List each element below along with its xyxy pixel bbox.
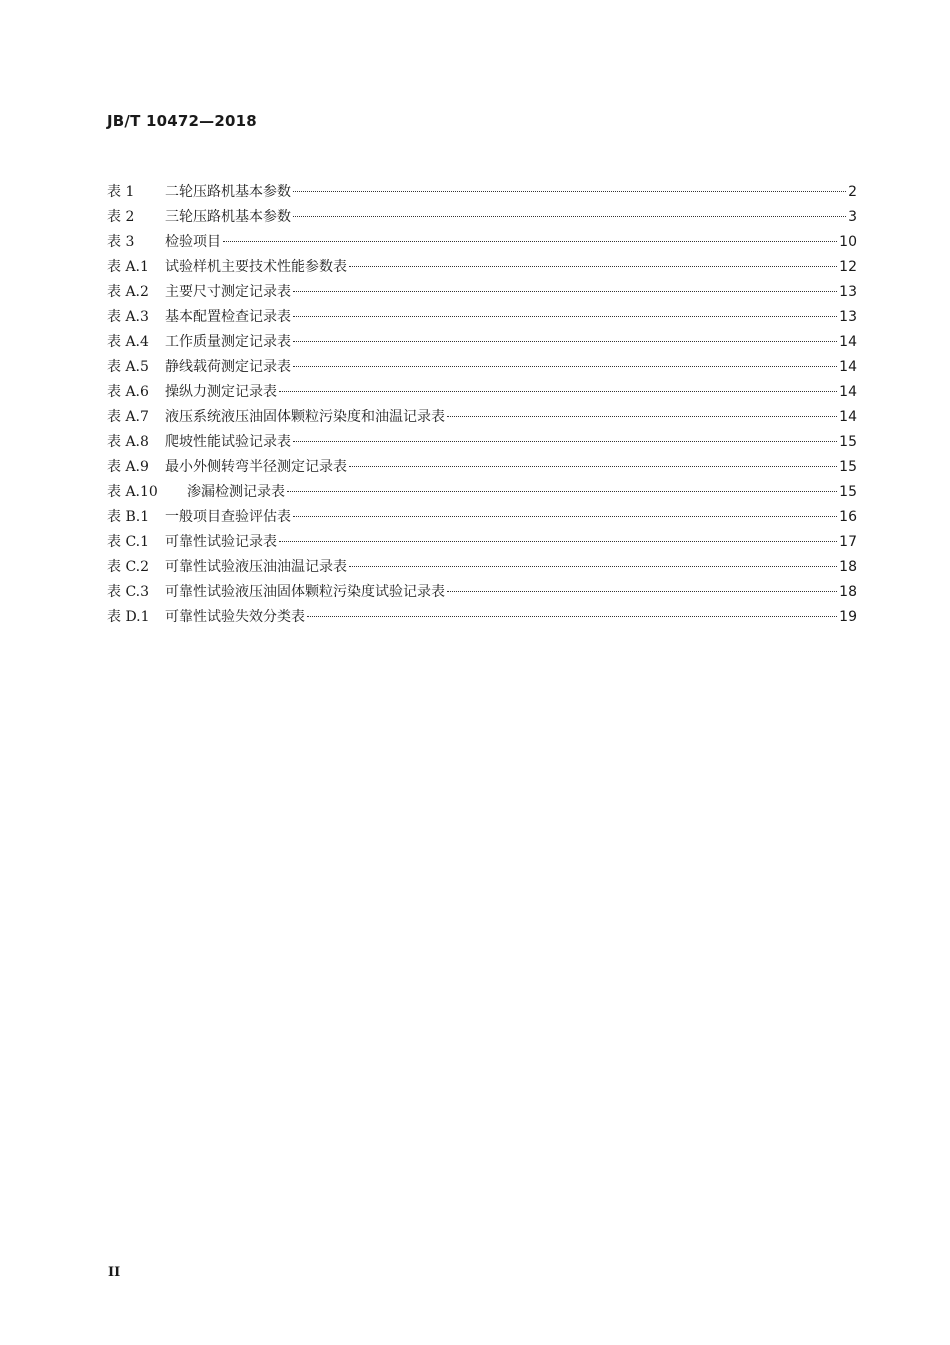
toc-leader-dots: [293, 291, 837, 292]
toc-entry-page: 19: [839, 609, 857, 625]
toc-entry-number: 表 A.7: [107, 409, 149, 425]
toc-entry[interactable]: [107, 230, 857, 255]
toc-entry-number: 表 A.6: [107, 384, 149, 400]
toc-entry[interactable]: [107, 405, 857, 430]
toc-entry-title: 基本配置检查记录表: [165, 309, 291, 325]
toc-entry-page: 10: [839, 234, 857, 250]
page-number: II: [108, 1265, 121, 1280]
toc-entry-title: 可靠性试验液压油固体颗粒污染度试验记录表: [165, 584, 445, 600]
toc-leader-dots: [293, 341, 837, 342]
toc-entry-title: 静线载荷测定记录表: [165, 359, 291, 375]
toc-entry-page: 14: [839, 409, 857, 425]
toc-leader-dots: [447, 591, 837, 592]
toc-entry[interactable]: [107, 355, 857, 380]
toc-entry-number: 表 D.1: [107, 609, 150, 625]
toc-entry-title: 渗漏检测记录表: [187, 484, 285, 500]
toc-entry-page: 14: [839, 359, 857, 375]
toc-entry-number: 表 3: [107, 234, 135, 250]
toc-entry-number: 表 C.2: [107, 559, 150, 575]
toc-entry-page: 12: [839, 259, 857, 275]
toc-leader-dots: [223, 241, 837, 242]
toc-entry[interactable]: [107, 430, 857, 455]
toc-entry-page: 15: [839, 484, 857, 500]
toc-leader-dots: [293, 516, 837, 517]
toc-entry-number: 表 1: [107, 184, 135, 200]
toc-leader-dots: [279, 391, 837, 392]
toc-entry-title: 三轮压路机基本参数: [165, 209, 291, 225]
toc-leader-dots: [293, 366, 837, 367]
toc-entry-page: 13: [839, 309, 857, 325]
toc-entry-number: 表 A.9: [107, 459, 149, 475]
toc-entry[interactable]: [107, 455, 857, 480]
toc-entry-page: 17: [839, 534, 857, 550]
toc-entry[interactable]: [107, 305, 857, 330]
toc-entry[interactable]: [107, 480, 857, 505]
toc-entry-page: 15: [839, 434, 857, 450]
toc-entry-page: 13: [839, 284, 857, 300]
toc-entry-number: 表 A.10: [107, 484, 158, 500]
toc-entry[interactable]: [107, 555, 857, 580]
toc-leader-dots: [287, 491, 837, 492]
toc-entry-page: 15: [839, 459, 857, 475]
toc-entry-page: 2: [848, 184, 857, 200]
toc-leader-dots: [307, 616, 837, 617]
toc-entry[interactable]: [107, 280, 857, 305]
toc-entry-title: 主要尺寸测定记录表: [165, 284, 291, 300]
toc-leader-dots: [293, 216, 846, 217]
toc-entry-number: 表 A.8: [107, 434, 149, 450]
toc-entry-number: 表 B.1: [107, 509, 150, 525]
toc-entry-title: 工作质量测定记录表: [165, 334, 291, 350]
toc-entry-title: 可靠性试验失效分类表: [165, 609, 305, 625]
toc-entry-title: 一般项目查验评估表: [165, 509, 291, 525]
toc-entry-title: 最小外侧转弯半径测定记录表: [165, 459, 347, 475]
toc-entry-number: 表 A.5: [107, 359, 149, 375]
toc-leader-dots: [293, 441, 837, 442]
table-of-tables: [107, 180, 857, 630]
toc-entry-title: 爬坡性能试验记录表: [165, 434, 291, 450]
toc-entry-page: 14: [839, 384, 857, 400]
toc-entry[interactable]: [107, 180, 857, 205]
toc-entry-title: 液压系统液压油固体颗粒污染度和油温记录表: [165, 409, 445, 425]
toc-leader-dots: [349, 566, 837, 567]
document-code: JB/T 10472—2018: [107, 112, 257, 130]
toc-entry-page: 16: [839, 509, 857, 525]
toc-entry[interactable]: [107, 530, 857, 555]
toc-leader-dots: [447, 416, 837, 417]
toc-entry[interactable]: [107, 505, 857, 530]
toc-leader-dots: [293, 191, 846, 192]
toc-entry-number: 表 A.4: [107, 334, 149, 350]
toc-leader-dots: [279, 541, 837, 542]
toc-entry-number: 表 C.1: [107, 534, 150, 550]
toc-entry-number: 表 2: [107, 209, 135, 225]
toc-entry-title: 操纵力测定记录表: [165, 384, 277, 400]
toc-entry[interactable]: [107, 205, 857, 230]
toc-entry-title: 二轮压路机基本参数: [165, 184, 291, 200]
toc-entry-page: 18: [839, 584, 857, 600]
toc-entry[interactable]: [107, 605, 857, 630]
toc-leader-dots: [349, 466, 837, 467]
toc-entry[interactable]: [107, 380, 857, 405]
toc-entry-number: 表 A.1: [107, 259, 149, 275]
toc-entry[interactable]: [107, 255, 857, 280]
toc-entry-page: 18: [839, 559, 857, 575]
toc-leader-dots: [349, 266, 837, 267]
toc-entry-number: 表 A.2: [107, 284, 149, 300]
toc-entry-title: 检验项目: [165, 234, 221, 250]
toc-entry-title: 试验样机主要技术性能参数表: [165, 259, 347, 275]
toc-leader-dots: [293, 316, 837, 317]
toc-entry-page: 3: [848, 209, 857, 225]
toc-entry-number: 表 C.3: [107, 584, 150, 600]
toc-entry-title: 可靠性试验液压油油温记录表: [165, 559, 347, 575]
toc-entry[interactable]: [107, 580, 857, 605]
toc-entry-title: 可靠性试验记录表: [165, 534, 277, 550]
toc-entry-number: 表 A.3: [107, 309, 149, 325]
toc-entry[interactable]: [107, 330, 857, 355]
toc-entry-page: 14: [839, 334, 857, 350]
